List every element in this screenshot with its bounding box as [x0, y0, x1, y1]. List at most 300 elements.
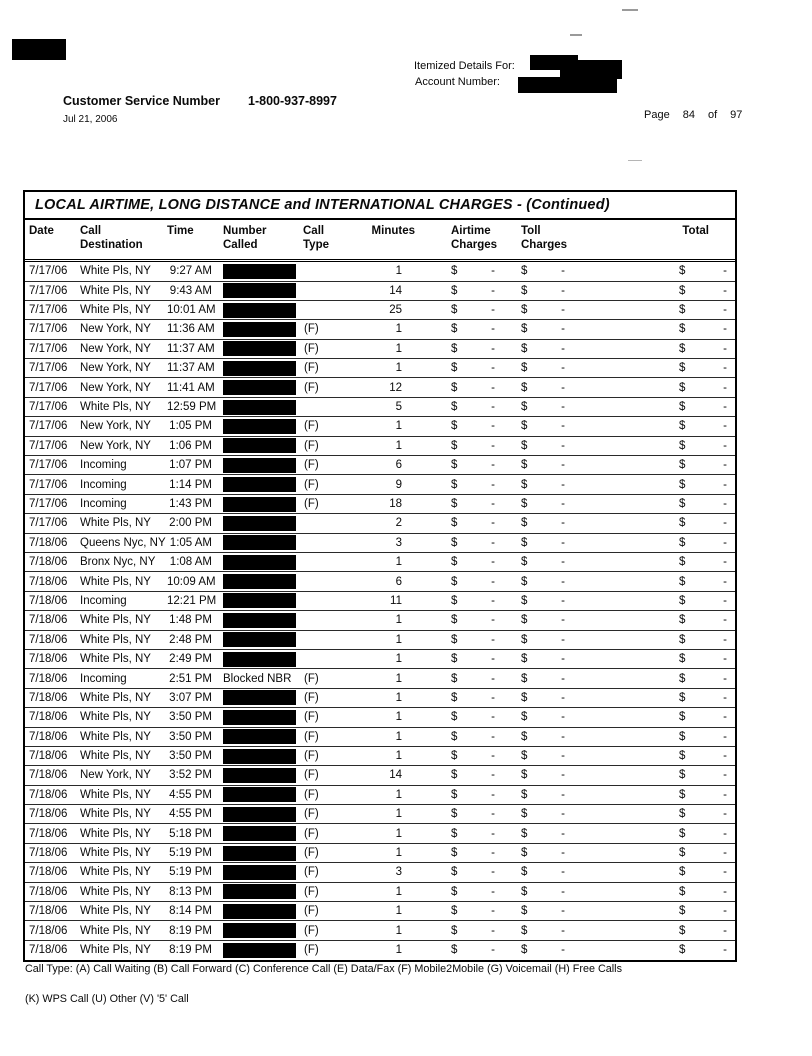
- currency-symbol: $: [521, 381, 528, 394]
- call-type: (F): [304, 459, 319, 472]
- airtime-charge: [431, 828, 513, 840]
- currency-symbol: $: [451, 420, 458, 433]
- currency-symbol: $: [521, 653, 528, 666]
- charge-amount: -: [561, 498, 565, 510]
- table-row: [25, 824, 735, 843]
- charge-amount: -: [561, 730, 565, 743]
- minutes: 12: [389, 381, 402, 394]
- call-date: 7/18/06: [29, 750, 68, 763]
- currency-symbol: $: [679, 517, 686, 530]
- total-charge: [633, 285, 735, 297]
- table-row: [25, 921, 735, 940]
- call-destination: Incoming: [80, 594, 127, 607]
- call-time: 3:07 PM: [169, 691, 212, 704]
- minutes: 2: [395, 517, 402, 530]
- total-charge: [633, 556, 735, 568]
- currency-symbol: $: [451, 924, 458, 937]
- total-charge: [633, 789, 735, 801]
- total-charge: [633, 323, 735, 335]
- call-destination: White Pls, NY: [80, 924, 151, 937]
- redacted-account-number: [518, 77, 617, 93]
- toll-charge: [513, 459, 633, 471]
- call-date: 7/18/06: [29, 691, 68, 704]
- call-time: 2:49 PM: [169, 653, 212, 666]
- charge-amount: -: [561, 420, 565, 433]
- charge-amount: -: [491, 653, 495, 666]
- total-charge: [633, 905, 735, 917]
- charge-amount: -: [723, 284, 727, 297]
- currency-symbol: $: [679, 944, 686, 957]
- charge-amount: -: [723, 691, 727, 704]
- redacted-number: [223, 361, 296, 376]
- currency-symbol: $: [521, 459, 528, 472]
- minutes: 1: [395, 730, 402, 743]
- currency-symbol: $: [679, 827, 686, 840]
- redacted-number: [223, 768, 296, 783]
- call-date: 7/17/06: [29, 498, 68, 510]
- charge-amount: -: [561, 362, 565, 375]
- charge-amount: -: [723, 788, 727, 801]
- charge-amount: -: [491, 827, 495, 840]
- call-time: 8:19 PM: [169, 944, 212, 957]
- toll-charge: [513, 847, 633, 859]
- redacted-number: [223, 322, 296, 337]
- call-date: 7/17/06: [29, 420, 68, 433]
- table-row: [25, 475, 735, 494]
- table-row: [25, 301, 735, 320]
- call-date: 7/18/06: [29, 575, 68, 588]
- airtime-charge: [431, 634, 513, 646]
- number-called: [223, 341, 303, 356]
- call-destination: White Pls, NY: [80, 633, 151, 646]
- charge-amount: -: [491, 924, 495, 937]
- column-header-date: Date: [29, 225, 54, 237]
- call-destination: White Pls, NY: [80, 614, 151, 627]
- toll-charge: [513, 304, 633, 316]
- column-header-time: Time: [167, 225, 194, 237]
- toll-charge: [513, 537, 633, 549]
- charge-amount: -: [723, 556, 727, 569]
- toll-charge: [513, 925, 633, 937]
- currency-symbol: $: [451, 788, 458, 801]
- table-row: [25, 495, 735, 514]
- call-time: 10:09 AM: [167, 575, 216, 588]
- total-charge: [633, 517, 735, 529]
- currency-symbol: $: [451, 730, 458, 743]
- number-called: [223, 593, 303, 608]
- table-row: [25, 340, 735, 359]
- number-called: [223, 884, 303, 899]
- airtime-charge: [431, 614, 513, 626]
- number-called: [223, 419, 303, 434]
- table-row: [25, 572, 735, 591]
- number-called: [223, 749, 303, 764]
- table-row: [25, 417, 735, 436]
- total-charge: [633, 401, 735, 413]
- charge-amount: -: [723, 459, 727, 472]
- charge-amount: -: [723, 323, 727, 336]
- number-called: [223, 322, 303, 337]
- currency-symbol: $: [451, 304, 458, 317]
- charge-amount: -: [723, 265, 727, 278]
- airtime-charge: [431, 789, 513, 801]
- number-called: [223, 264, 303, 279]
- charge-amount: -: [723, 478, 727, 491]
- call-time: 1:07 PM: [169, 459, 212, 472]
- number-called: [223, 846, 303, 861]
- currency-symbol: $: [521, 342, 528, 355]
- total-charge: [633, 692, 735, 704]
- minutes: 1: [395, 885, 402, 898]
- minutes: 6: [395, 575, 402, 588]
- currency-symbol: $: [451, 342, 458, 355]
- call-destination: Incoming: [80, 478, 127, 491]
- charge-amount: -: [723, 866, 727, 879]
- redacted-number: [223, 303, 296, 318]
- charge-amount: -: [723, 905, 727, 918]
- currency-symbol: $: [521, 478, 528, 491]
- currency-symbol: $: [521, 594, 528, 607]
- total-charge: [633, 362, 735, 374]
- currency-symbol: $: [451, 653, 458, 666]
- number-called: [223, 768, 303, 783]
- currency-symbol: $: [679, 653, 686, 666]
- table-row: [25, 437, 735, 456]
- charge-amount: -: [491, 517, 495, 530]
- number-called: [223, 535, 303, 550]
- total-charge: [633, 750, 735, 762]
- charge-amount: -: [491, 536, 495, 549]
- redacted-number: [223, 749, 296, 764]
- total-charge: [633, 828, 735, 840]
- airtime-charge: [431, 905, 513, 917]
- call-time: 11:36 AM: [167, 323, 215, 336]
- total-charge: [633, 614, 735, 626]
- redacted-number: [223, 593, 296, 608]
- charge-amount: -: [491, 847, 495, 860]
- call-type: (F): [304, 691, 319, 704]
- currency-symbol: $: [679, 420, 686, 433]
- charge-amount: -: [723, 633, 727, 646]
- scan-artifact: [570, 34, 582, 36]
- call-destination: White Pls, NY: [80, 691, 151, 704]
- total-charge: [633, 769, 735, 781]
- currency-symbol: $: [679, 808, 686, 821]
- call-date: 7/17/06: [29, 284, 68, 297]
- currency-symbol: $: [521, 304, 528, 317]
- airtime-charge: [431, 731, 513, 743]
- call-destination: White Pls, NY: [80, 711, 151, 724]
- airtime-charge: [431, 401, 513, 413]
- call-time: 3:52 PM: [169, 769, 212, 782]
- minutes: 1: [395, 614, 402, 627]
- minutes: 3: [395, 536, 402, 549]
- charge-amount: -: [561, 827, 565, 840]
- call-time: 8:14 PM: [169, 905, 212, 918]
- minutes: 1: [395, 420, 402, 433]
- redacted-number: [223, 710, 296, 725]
- minutes: 1: [395, 905, 402, 918]
- redacted-number: [223, 787, 296, 802]
- airtime-charge: [431, 517, 513, 529]
- scan-artifact: [622, 9, 638, 11]
- charge-amount: -: [561, 536, 565, 549]
- currency-symbol: $: [521, 769, 528, 782]
- minutes: 1: [395, 691, 402, 704]
- airtime-charge: [431, 420, 513, 432]
- number-called: [223, 361, 303, 376]
- redacted-number: [223, 690, 296, 705]
- toll-charge: [513, 614, 633, 626]
- currency-symbol: $: [451, 866, 458, 879]
- call-destination: White Pls, NY: [80, 827, 151, 840]
- number-called: [223, 574, 303, 589]
- currency-symbol: $: [451, 633, 458, 646]
- charge-amount: -: [723, 730, 727, 743]
- call-time: 9:27 AM: [169, 265, 212, 278]
- total-charge: [633, 498, 735, 510]
- toll-charge: [513, 343, 633, 355]
- call-time: 5:19 PM: [169, 847, 212, 860]
- total-charge: [633, 925, 735, 937]
- call-destination: White Pls, NY: [80, 730, 151, 743]
- table-row: [25, 844, 735, 863]
- airtime-charge: [431, 285, 513, 297]
- call-time: 11:41 AM: [167, 381, 215, 394]
- call-time: 1:05 AM: [169, 536, 212, 549]
- currency-symbol: $: [451, 381, 458, 394]
- call-destination: White Pls, NY: [80, 575, 151, 588]
- call-type: (F): [304, 847, 319, 860]
- toll-charge: [513, 711, 633, 723]
- currency-symbol: $: [451, 808, 458, 821]
- airtime-charge: [431, 459, 513, 471]
- call-destination: White Pls, NY: [80, 808, 151, 821]
- call-date: 7/18/06: [29, 594, 68, 607]
- toll-charge: [513, 285, 633, 297]
- number-called: [223, 613, 303, 628]
- charge-amount: -: [491, 594, 495, 607]
- minutes: 1: [395, 342, 402, 355]
- number-called: [223, 438, 303, 453]
- toll-charge: [513, 576, 633, 588]
- currency-symbol: $: [679, 575, 686, 588]
- table-header-row: [25, 220, 735, 262]
- table-row: [25, 766, 735, 785]
- toll-charge: [513, 362, 633, 374]
- number-called: [223, 943, 303, 958]
- table-row: [25, 631, 735, 650]
- call-date: 7/18/06: [29, 885, 68, 898]
- currency-symbol: $: [451, 769, 458, 782]
- table-row: [25, 863, 735, 882]
- currency-symbol: $: [521, 556, 528, 569]
- call-time: 3:50 PM: [169, 730, 212, 743]
- call-date: 7/18/06: [29, 653, 68, 666]
- number-called: [223, 826, 303, 841]
- currency-symbol: $: [451, 691, 458, 704]
- toll-charge: [513, 692, 633, 704]
- currency-symbol: $: [679, 866, 686, 879]
- number-called: [223, 303, 303, 318]
- call-destination: White Pls, NY: [80, 905, 151, 918]
- charge-amount: -: [561, 284, 565, 297]
- call-time: 1:48 PM: [169, 614, 212, 627]
- minutes: 1: [395, 808, 402, 821]
- airtime-charge: [431, 498, 513, 510]
- currency-symbol: $: [679, 847, 686, 860]
- charge-amount: -: [561, 750, 565, 763]
- airtime-charge: [431, 847, 513, 859]
- charge-amount: -: [491, 575, 495, 588]
- currency-symbol: $: [679, 788, 686, 801]
- call-type: (F): [304, 827, 319, 840]
- charge-amount: -: [561, 342, 565, 355]
- airtime-charge: [431, 750, 513, 762]
- total-charge: [633, 479, 735, 491]
- charge-amount: -: [723, 517, 727, 530]
- charge-amount: -: [723, 653, 727, 666]
- call-destination: Incoming: [80, 498, 127, 510]
- call-time: 4:55 PM: [169, 808, 212, 821]
- toll-charge: [513, 634, 633, 646]
- table-row: [25, 456, 735, 475]
- itemized-details-label: Itemized Details For:: [414, 60, 515, 72]
- charge-amount: -: [723, 304, 727, 317]
- charge-amount: -: [723, 827, 727, 840]
- currency-symbol: $: [451, 885, 458, 898]
- total-charge: [633, 711, 735, 723]
- charge-amount: -: [491, 885, 495, 898]
- total-charge: [633, 886, 735, 898]
- call-date: 7/18/06: [29, 924, 68, 937]
- toll-charge: [513, 731, 633, 743]
- total-charge: [633, 265, 735, 277]
- currency-symbol: $: [451, 556, 458, 569]
- airtime-charge: [431, 576, 513, 588]
- redacted-number: [223, 574, 296, 589]
- toll-charge: [513, 420, 633, 432]
- charge-amount: -: [491, 459, 495, 472]
- charge-amount: -: [491, 672, 495, 685]
- redacted-number: [223, 613, 296, 628]
- call-type: (F): [304, 711, 319, 724]
- charge-amount: -: [491, 265, 495, 278]
- charge-amount: -: [561, 866, 565, 879]
- charge-amount: -: [491, 498, 495, 510]
- airtime-charge: [431, 866, 513, 878]
- airtime-charge: [431, 440, 513, 452]
- toll-charge: [513, 556, 633, 568]
- charge-amount: -: [561, 556, 565, 569]
- table-row: [25, 708, 735, 727]
- currency-symbol: $: [521, 711, 528, 724]
- call-date: 7/18/06: [29, 944, 68, 957]
- number-called: [223, 690, 303, 705]
- column-header-total: Total: [682, 225, 709, 237]
- currency-symbol: $: [679, 769, 686, 782]
- call-time: 12:21 PM: [167, 594, 217, 607]
- total-charge: [633, 653, 735, 665]
- charge-amount: -: [561, 633, 565, 646]
- minutes: 11: [390, 594, 402, 607]
- call-destination: White Pls, NY: [80, 304, 151, 317]
- call-date: 7/18/06: [29, 866, 68, 879]
- charge-amount: -: [723, 614, 727, 627]
- currency-symbol: $: [451, 575, 458, 588]
- number-called: [223, 632, 303, 647]
- toll-charge: [513, 382, 633, 394]
- number-called: [223, 787, 303, 802]
- call-destination: White Pls, NY: [80, 517, 151, 530]
- table-row: [25, 262, 735, 281]
- page-total: 97: [730, 109, 743, 121]
- column-header-call-type: Call Type: [303, 225, 329, 251]
- redacted-number: [223, 865, 296, 880]
- total-charge: [633, 304, 735, 316]
- call-time: 1:05 PM: [169, 420, 212, 433]
- airtime-charge: [431, 556, 513, 568]
- call-time: 2:51 PM: [169, 672, 212, 685]
- redacted-number: [223, 477, 296, 492]
- column-header-call-destination: Call Destination: [80, 225, 143, 251]
- redacted-number: [223, 497, 296, 512]
- currency-symbol: $: [451, 614, 458, 627]
- total-charge: [633, 595, 735, 607]
- call-date: 7/18/06: [29, 788, 68, 801]
- currency-symbol: $: [679, 439, 686, 452]
- account-number-label: Account Number:: [415, 76, 500, 88]
- charge-amount: -: [491, 905, 495, 918]
- airtime-charge: [431, 808, 513, 820]
- currency-symbol: $: [521, 827, 528, 840]
- currency-symbol: $: [679, 556, 686, 569]
- number-called: [223, 710, 303, 725]
- table-row: [25, 359, 735, 378]
- charge-amount: -: [561, 459, 565, 472]
- total-charge: [633, 382, 735, 394]
- total-charge: [633, 808, 735, 820]
- charge-amount: -: [561, 265, 565, 278]
- number-called: [223, 865, 303, 880]
- charge-amount: -: [491, 691, 495, 704]
- charge-amount: -: [723, 342, 727, 355]
- call-date: 7/18/06: [29, 614, 68, 627]
- page-label: Page: [644, 109, 670, 121]
- redacted-number: [223, 807, 296, 822]
- number-called: [223, 477, 303, 492]
- charge-amount: -: [561, 672, 565, 685]
- customer-service-label: Customer Service Number: [63, 94, 221, 108]
- call-type: (F): [304, 866, 319, 879]
- total-charge: [633, 866, 735, 878]
- currency-symbol: $: [679, 905, 686, 918]
- currency-symbol: $: [451, 517, 458, 530]
- total-charge: [633, 731, 735, 743]
- call-date: 7/18/06: [29, 730, 68, 743]
- charge-amount: -: [491, 788, 495, 801]
- table-row: [25, 514, 735, 533]
- redacted-number: [223, 516, 296, 531]
- column-header-number-called: Number Called: [223, 225, 267, 251]
- currency-symbol: $: [679, 304, 686, 317]
- redacted-number: [223, 438, 296, 453]
- page-indicator: [644, 109, 742, 121]
- call-type: (F): [304, 730, 319, 743]
- currency-symbol: $: [451, 401, 458, 414]
- toll-charge: [513, 905, 633, 917]
- call-date: 7/17/06: [29, 342, 68, 355]
